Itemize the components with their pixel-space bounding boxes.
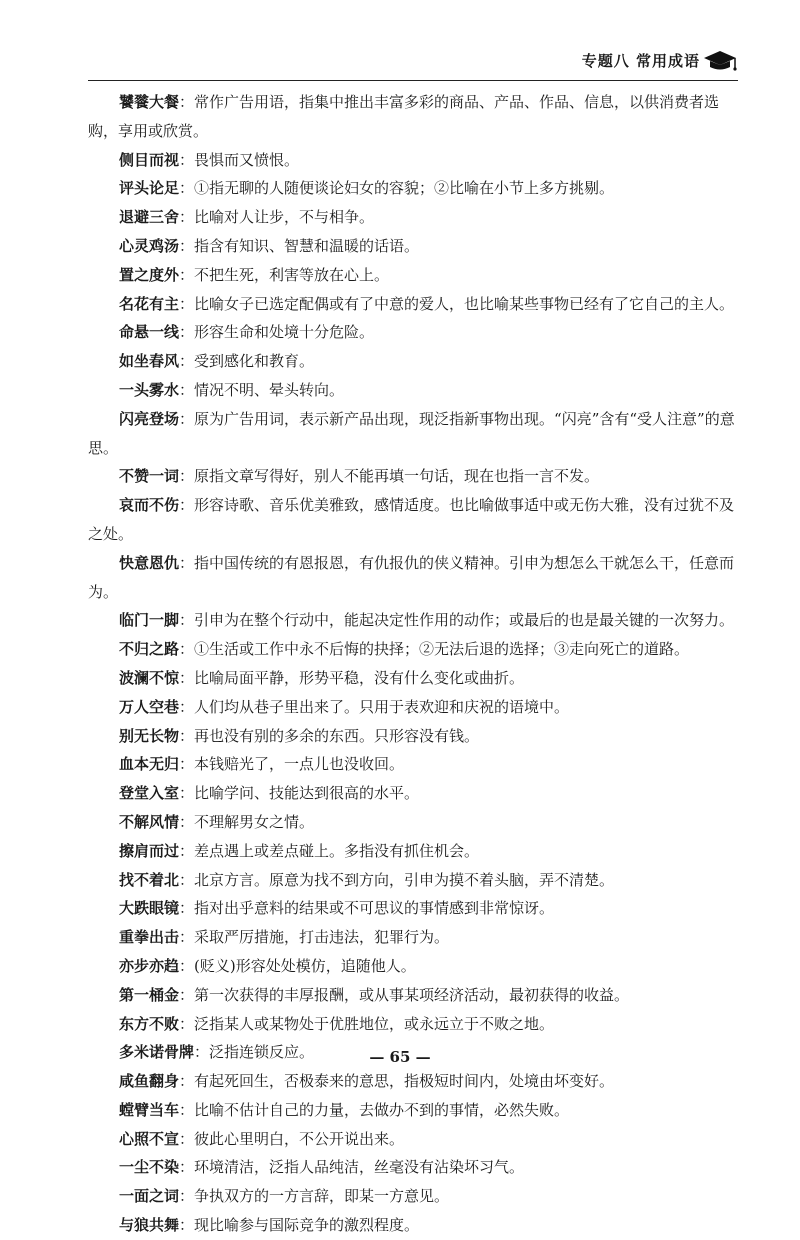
term-separator: ： xyxy=(179,1216,195,1235)
idiom-entry xyxy=(88,290,740,319)
idiom-entry xyxy=(88,1182,740,1211)
idiom-entry xyxy=(88,491,740,549)
idiom-term: 重拳出击 xyxy=(119,928,180,947)
term-separator: ： xyxy=(179,726,195,745)
idiom-term: 快意恩仇 xyxy=(119,553,180,572)
idiom-term: 一面之词 xyxy=(119,1187,180,1206)
idiom-term: 临门一脚 xyxy=(119,611,180,630)
idiom-term: 不解风情 xyxy=(119,812,180,831)
page-header xyxy=(88,40,738,81)
idiom-term: 万人空巷 xyxy=(119,697,180,716)
idiom-entry xyxy=(88,261,740,290)
term-separator: ： xyxy=(179,755,195,774)
idiom-entry xyxy=(88,146,740,175)
term-separator: ： xyxy=(179,496,195,515)
term-separator: ： xyxy=(179,697,195,716)
idiom-term: 多米诺骨牌 xyxy=(119,1043,195,1062)
idiom-entry xyxy=(88,232,740,261)
idiom-term: 东方不败 xyxy=(119,1014,180,1033)
term-separator: ： xyxy=(179,1158,195,1177)
idiom-term: 心灵鸡汤 xyxy=(119,236,180,255)
term-separator: ： xyxy=(179,352,195,371)
idiom-entry xyxy=(88,549,740,607)
term-separator: ： xyxy=(179,1187,195,1206)
idiom-definition: 彼此心里明白，不公开说出来。 xyxy=(194,1129,405,1148)
idiom-definition: 差点遇上或差点碰上。多指没有抓住机会。 xyxy=(194,841,480,860)
idiom-term: 不归之路 xyxy=(119,640,180,659)
term-separator: ： xyxy=(179,150,195,169)
idiom-definition: 指对出乎意料的结果或不可思议的事情感到非常惊讶。 xyxy=(194,899,555,918)
header-title: 专题八 常用成语 xyxy=(581,52,700,70)
term-separator: ： xyxy=(179,208,195,227)
idiom-definition: 北京方言。原意为找不到方向，引申为摸不着头脑，弄不清楚。 xyxy=(194,870,615,889)
idiom-term: 咸鱼翻身 xyxy=(119,1072,180,1091)
idiom-definition: ①指无聊的人随便谈论妇女的容貌；②比喻在小节上多方挑剔。 xyxy=(194,179,615,198)
idiom-entry xyxy=(88,750,740,779)
term-separator: ： xyxy=(179,93,195,111)
idiom-entry xyxy=(88,722,740,751)
idiom-entry xyxy=(88,808,740,837)
idiom-term: 命悬一线 xyxy=(119,323,180,342)
idiom-entry xyxy=(88,635,740,664)
idiom-term: 评头论足 xyxy=(119,179,180,198)
idiom-entry xyxy=(88,1153,740,1182)
term-separator: ： xyxy=(179,928,195,947)
idiom-term: 大跌眼镜 xyxy=(119,899,180,918)
term-separator: ： xyxy=(179,467,195,486)
idiom-entry xyxy=(88,952,740,981)
idiom-definition: 比喻对人让步，不与相争。 xyxy=(194,208,375,227)
term-separator: ： xyxy=(179,812,195,831)
term-separator: ： xyxy=(194,1043,210,1062)
term-separator: ： xyxy=(179,1100,195,1119)
idiom-term: 闪亮登场 xyxy=(119,409,180,428)
idiom-definition: 不把生死，利害等放在心上。 xyxy=(194,265,390,284)
idiom-entry xyxy=(88,664,740,693)
idiom-term: 一头雾水 xyxy=(119,380,180,399)
idiom-term: 螳臂当车 xyxy=(119,1100,180,1119)
idiom-entry xyxy=(88,1096,740,1125)
idiom-term: 不赞一词 xyxy=(119,467,180,486)
term-separator: ： xyxy=(179,236,195,255)
term-separator: ： xyxy=(179,784,195,803)
idiom-term: 别无长物 xyxy=(119,726,180,745)
idiom-entry xyxy=(88,347,740,376)
idiom-entry xyxy=(88,318,740,347)
idiom-term: 找不着北 xyxy=(119,870,180,889)
term-separator: ： xyxy=(179,294,195,313)
idiom-definition: 第一次获得的丰厚报酬，或从事某项经济活动，最初获得的收益。 xyxy=(194,985,630,1004)
idiom-definition: 比喻学问、技能达到很高的水平。 xyxy=(194,784,420,803)
term-separator: ： xyxy=(179,380,195,399)
idiom-term: 哀而不伤 xyxy=(119,496,180,515)
idiom-entry xyxy=(88,1125,740,1154)
term-separator: ： xyxy=(179,956,195,975)
idiom-definition: 原指文章写得好，别人不能再填一句话，现在也指一言不发。 xyxy=(194,467,600,486)
idiom-definition: 本钱赔光了，一点儿也没收回。 xyxy=(194,755,405,774)
idiom-entry xyxy=(88,1010,740,1039)
idiom-definition: 常作广告用语，指集中推出丰富多彩的商品、产品、作品、信息，以供消费者选购，享用或欣赏。 xyxy=(88,93,720,140)
idiom-term: 亦步亦趋 xyxy=(119,956,180,975)
idiom-entry xyxy=(88,462,740,491)
idiom-definition: 争执双方的一方言辞，即某一方意见。 xyxy=(194,1187,450,1206)
term-separator: ： xyxy=(179,1129,195,1148)
page-number: — 65 — xyxy=(369,1048,431,1066)
term-separator: ： xyxy=(179,179,195,198)
term-separator: ： xyxy=(179,1072,195,1091)
idiom-entry xyxy=(88,866,740,895)
idiom-term: 如坐春风 xyxy=(119,352,180,371)
idiom-definition: 情况不明、晕头转向。 xyxy=(194,380,345,399)
idiom-definition: 采取严厉措施，打击违法，犯罪行为。 xyxy=(194,928,450,947)
idiom-entry xyxy=(88,88,740,146)
term-separator: ： xyxy=(179,323,195,342)
idiom-definition: 人们均从巷子里出来了。只用于表欢迎和庆祝的语境中。 xyxy=(194,697,570,716)
idiom-definition: 比喻局面平静，形势平稳，没有什么变化或曲折。 xyxy=(194,668,525,687)
idiom-term: 退避三舍 xyxy=(119,208,180,227)
idiom-definition: 形容诗歌、音乐优美雅致，感情适度。也比喻做事适中或无伤大雅，没有过犹不及之处。 xyxy=(88,496,735,543)
idiom-term: 置之度外 xyxy=(119,265,180,284)
idiom-entry xyxy=(88,1067,740,1096)
term-separator: ： xyxy=(179,409,195,428)
idiom-entry xyxy=(88,981,740,1010)
idiom-definition: 不理解男女之情。 xyxy=(194,812,315,831)
idiom-definition: 比喻不估计自己的力量，去做办不到的事情，必然失败。 xyxy=(194,1100,570,1119)
idiom-term: 血本无归 xyxy=(119,755,180,774)
idiom-term: 登堂入室 xyxy=(119,784,180,803)
idiom-entry xyxy=(88,779,740,808)
idiom-term: 波澜不惊 xyxy=(119,668,180,687)
entry-list xyxy=(88,88,740,1240)
idiom-term: 饕餮大餐 xyxy=(119,93,180,111)
term-separator: ： xyxy=(179,899,195,918)
idiom-entry xyxy=(88,405,740,463)
idiom-term: 名花有主 xyxy=(119,294,180,313)
idiom-entry xyxy=(88,376,740,405)
idiom-entry xyxy=(88,894,740,923)
idiom-definition: 畏惧而又愤恨。 xyxy=(194,150,300,169)
idiom-definition: 比喻女子已选定配偶或有了中意的爱人，也比喻某些事物已经有了它自己的主人。 xyxy=(194,294,735,313)
term-separator: ： xyxy=(179,553,195,572)
idiom-entry xyxy=(88,693,740,722)
idiom-definition: 形容生命和处境十分危险。 xyxy=(194,323,375,342)
term-separator: ： xyxy=(179,265,195,284)
idiom-definition: 指含有知识、智慧和温暖的话语。 xyxy=(194,236,420,255)
idiom-definition: 环境清洁，泛指人品纯洁，丝毫没有沾染坏习气。 xyxy=(194,1158,525,1177)
term-separator: ： xyxy=(179,841,195,860)
idiom-definition: 泛指某人或某物处于优胜地位，或永远立于不败之地。 xyxy=(194,1014,555,1033)
term-separator: ： xyxy=(179,611,195,630)
idiom-definition: 再也没有别的多余的东西。只形容没有钱。 xyxy=(194,726,480,745)
idiom-definition: 原为广告用词，表示新产品出现，现泛指新事物出现。“闪亮”含有“受人注意”的意思。 xyxy=(88,409,735,457)
idiom-definition: 指中国传统的有恩报恩，有仇报仇的侠义精神。引申为想怎么干就怎么干，任意而为。 xyxy=(88,553,735,601)
idiom-term: 侧目而视 xyxy=(119,150,180,169)
term-separator: ： xyxy=(179,668,195,687)
graduation-cap-icon xyxy=(702,46,738,72)
term-separator: ： xyxy=(179,985,195,1004)
idiom-term: 一尘不染 xyxy=(119,1158,180,1177)
idiom-entry xyxy=(88,923,740,952)
idiom-entry xyxy=(88,837,740,866)
idiom-definition: 引申为在整个行动中，能起决定性作用的动作；或最后的也是最关键的一次努力。 xyxy=(194,611,735,630)
idiom-term: 与狼共舞 xyxy=(119,1216,180,1235)
term-separator: ： xyxy=(179,1014,195,1033)
idiom-definition: 有起死回生，否极泰来的意思，指极短时间内，处境由坏变好。 xyxy=(194,1072,615,1091)
idiom-definition: 现比喻参与国际竞争的激烈程度。 xyxy=(194,1216,420,1235)
idiom-definition: (贬义)形容处处模仿，追随他人。 xyxy=(194,956,416,975)
idiom-term: 擦肩而过 xyxy=(119,841,180,860)
term-separator: ： xyxy=(179,640,195,659)
idiom-entry xyxy=(88,174,740,203)
idiom-term: 心照不宣 xyxy=(119,1129,180,1148)
idiom-definition: ①生活或工作中永不后悔的抉择；②无法后退的选择；③走向死亡的道路。 xyxy=(194,640,690,659)
idiom-entry xyxy=(88,203,740,232)
term-separator: ： xyxy=(179,870,195,889)
idiom-term: 第一桶金 xyxy=(119,985,180,1004)
idiom-entry xyxy=(88,1211,740,1240)
idiom-entry xyxy=(88,606,740,635)
idiom-definition: 受到感化和教育。 xyxy=(194,352,315,371)
idiom-definition: 泛指连锁反应。 xyxy=(209,1043,315,1062)
